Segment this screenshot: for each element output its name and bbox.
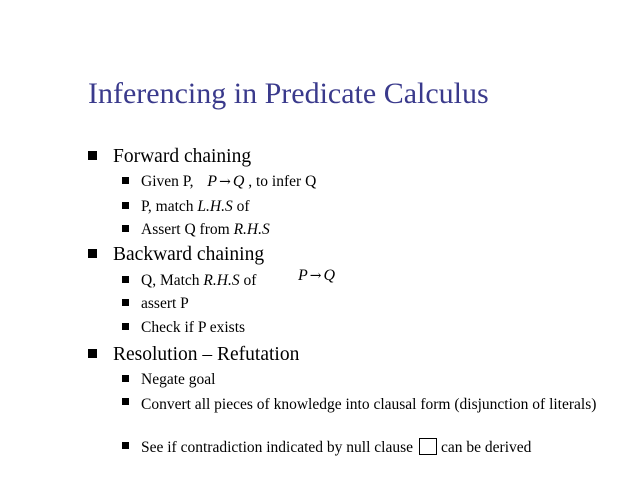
- null-clause-box-icon: [419, 438, 437, 455]
- bullet-forward-chaining: [113, 146, 251, 168]
- item-text: Assert Q from: [141, 221, 230, 238]
- item-text: Convert all pieces of knowledge into clausal form (disjunction of literals): [141, 396, 597, 413]
- square-bullet-icon: [122, 177, 129, 184]
- item-italic: L.H.S: [197, 198, 233, 215]
- item-text: P, match: [141, 198, 194, 215]
- sub-bullet-given-p: [141, 173, 316, 191]
- sub-bullet-assert-q: [141, 221, 270, 239]
- square-bullet-icon: [122, 276, 129, 283]
- square-bullet-icon: [88, 349, 97, 358]
- item-text: See if contradiction indicated by null clause: [141, 439, 414, 456]
- sub-bullet-negate-goal: [141, 371, 215, 389]
- bullet-backward-chaining: [113, 244, 264, 266]
- item-text: Check if P exists: [141, 319, 246, 336]
- square-bullet-icon: [122, 398, 129, 405]
- item-text: assert P: [141, 295, 189, 312]
- item-text: Given P,: [141, 173, 194, 190]
- backward-implication: [298, 267, 335, 285]
- square-bullet-icon: [122, 225, 129, 232]
- slide-title: Inferencing in Predicate Calculus: [88, 77, 489, 110]
- item-text: Q, Match: [141, 272, 200, 289]
- square-bullet-icon: [122, 323, 129, 330]
- sub-bullet-null-clause: [141, 438, 531, 457]
- implies-arrow-icon: →: [309, 268, 322, 284]
- square-bullet-icon: [122, 299, 129, 306]
- item-text: can be derived: [441, 439, 532, 456]
- item-text: , to infer Q: [248, 173, 317, 190]
- section-heading: Resolution – Refutation: [113, 344, 300, 365]
- math-p: P: [207, 173, 218, 190]
- implies-arrow-icon: →: [219, 174, 231, 190]
- math-q: Q: [323, 267, 336, 284]
- square-bullet-icon: [122, 375, 129, 382]
- square-bullet-icon: [122, 202, 129, 209]
- item-text: Negate goal: [141, 371, 216, 388]
- square-bullet-icon: [88, 249, 97, 258]
- item-italic: R.H.S: [203, 272, 240, 289]
- item-italic: R.H.S: [233, 221, 270, 238]
- sub-bullet-assert-p: [141, 295, 189, 313]
- item-text: of: [236, 198, 250, 215]
- sub-bullet-match-lhs: [141, 198, 250, 216]
- section-heading: Backward chaining: [113, 244, 265, 265]
- sub-bullet-match-rhs: [141, 272, 256, 290]
- item-text: of: [243, 272, 257, 289]
- sub-bullet-convert-clausal: [141, 394, 611, 415]
- math-q: Q: [232, 173, 245, 190]
- math-p: P: [298, 267, 308, 284]
- bullet-resolution-refutation: [113, 344, 299, 366]
- sub-bullet-check-p: [141, 319, 245, 337]
- square-bullet-icon: [122, 442, 129, 449]
- square-bullet-icon: [88, 151, 97, 160]
- section-heading: Forward chaining: [113, 146, 252, 167]
